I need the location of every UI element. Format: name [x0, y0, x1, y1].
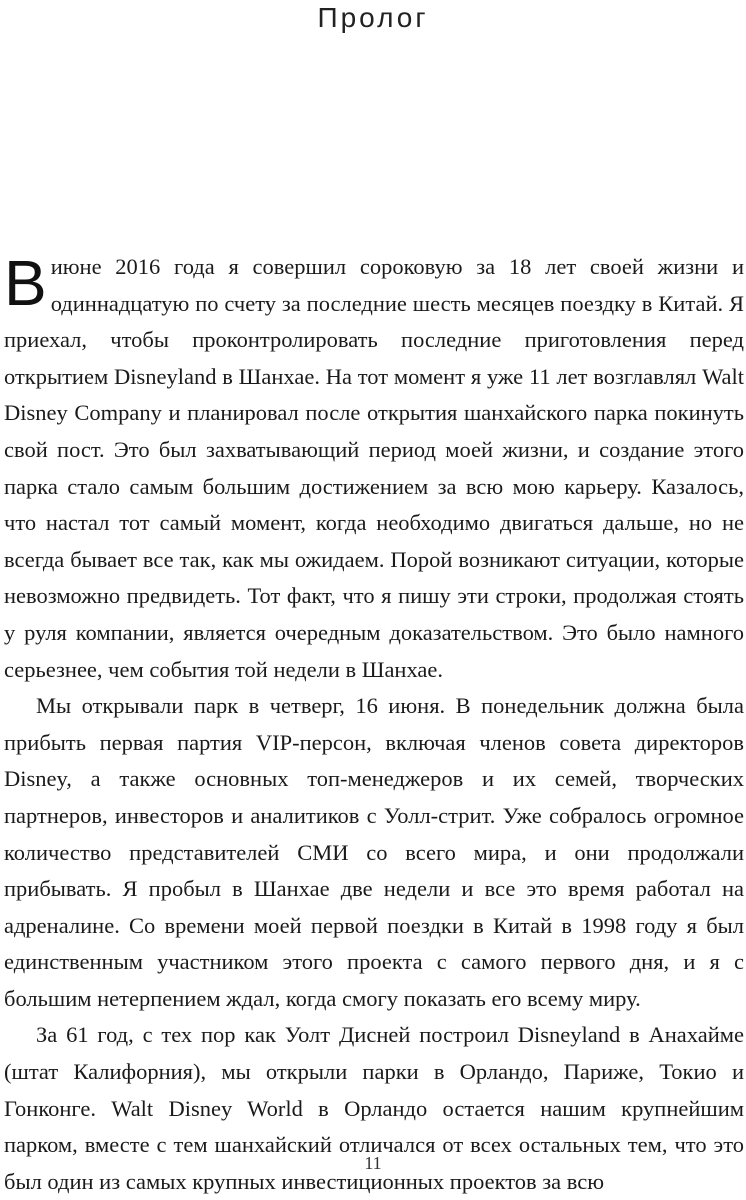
page-number: 11	[364, 1153, 382, 1173]
drop-cap: В	[4, 247, 47, 319]
text-body	[4, 249, 744, 1200]
paragraph-2: Мы открывали парк в четверг, 16 июня. В понедельник должна была прибыть первая партия VIP-персон, включая членов совета директоров Disney, а также основных топ-менеджеров и их семей, творческих партнеров, инвесторов и аналитиков с Уолл-стрит. Уже собралось огромное количество представителей СМИ со всего мира, и они продолжали прибывать. Я пробыл в Шанхае две недели и все это время работал на адреналине. Со времени моей первой поездки в Китай в 1998 году я был единственным участником этого проекта с самого первого дня, и я с большим нетерпением ждал, когда смогу показать его всему миру.	[4, 693, 744, 1011]
paragraph-1-text: июне 2016 года я совершил сороковую за 18 лет своей жизни и одиннадцатую по счету за последние шесть месяцев поездку в Китай. Я приехал, чтобы проконтролировать последние приготовления перед открытием Disneyland в Шанхае. На тот момент я уже 11 лет возглавлял Walt Disney Company и планировал после открытия шанхайского парка покинуть свой пост. Это был захватывающий период моей жизни, и создание этого парка стало самым большим достижением за всю мою карьеру. Казалось, что настал тот самый момент, когда необходимо двигаться дальше, но не всегда бывает все так, как мы ожидаем. Порой возникают ситуации, которые невозможно предвидеть. Тот факт, что я пишу эти строки, продолжая стоять у руля компании, является очередным доказательством. Это было намного серьезнее, чем события той недели в Шанхае.	[4, 254, 744, 682]
paragraph-3: За 61 год, с тех пор как Уолт Дисней построил Disneyland в Анахайме (штат Калифорния), мы открыли парки в Орландо, Париже, Токио и Гонконге. Walt Disney World в Орландо остается нашим крупнейшим парком, вместе с тем шанхайский отличался от всех остальных тем, что это был один из самых крупных инвестиционных проектов за всю	[4, 1022, 744, 1194]
paragraph-1	[4, 249, 744, 688]
page-title: Пролог	[317, 2, 429, 33]
